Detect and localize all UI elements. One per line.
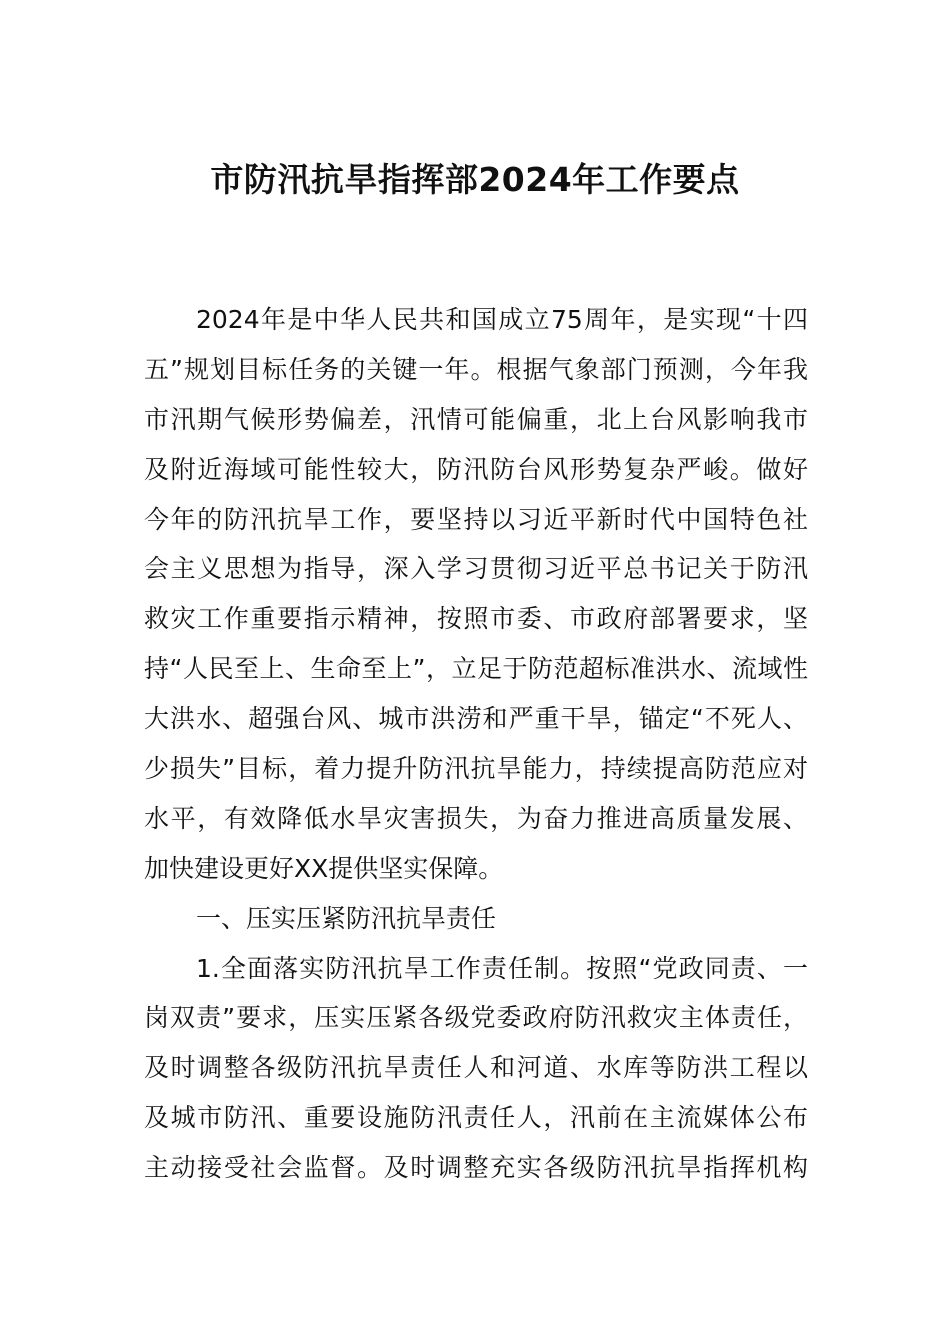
intro-line-11: 水平，有效降低水旱灾害损失，为奋力推进高质量发展、 bbox=[144, 803, 808, 833]
item1-line-3: 及时调整各级防汛抗旱责任人和河道、水库等防洪工程以 bbox=[144, 1053, 808, 1083]
document-body bbox=[144, 295, 808, 1193]
intro-line-2: 五”规划目标任务的关键一年。根据气象部门预测，今年我 bbox=[144, 354, 808, 384]
intro-line-5: 今年的防汛抗旱工作，要坚持以习近平新时代中国特色社 bbox=[144, 504, 808, 534]
intro-line-8: 持“人民至上、生命至上”，立足于防范超标准洪水、流域性 bbox=[144, 654, 808, 684]
intro-line-12: 加快建设更好XX提供坚实保障。 bbox=[144, 853, 504, 883]
intro-line-4: 及附近海域可能性较大，防汛防台风形势复杂严峻。做好 bbox=[144, 454, 808, 484]
document-title: 市防汛抗旱指挥部2024年工作要点 bbox=[210, 160, 740, 199]
intro-line-7: 救灾工作重要指示精神，按照市委、市政府部署要求，坚 bbox=[144, 604, 808, 634]
intro-line-3: 市汛期气候形势偏差，汛情可能偏重，北上台风影响我市 bbox=[144, 404, 808, 434]
item1-line-1: 1.全面落实防汛抗旱工作责任制。按照“党政同责、一 bbox=[196, 953, 808, 983]
intro-line-10: 少损失”目标，着力提升防汛抗旱能力，持续提高防范应对 bbox=[144, 754, 808, 784]
item1-line-4: 及城市防汛、重要设施防汛责任人，汛前在主流媒体公布 bbox=[144, 1103, 808, 1133]
intro-line-1: 2024年是中华人民共和国成立75周年，是实现“十四 bbox=[196, 305, 808, 334]
section-heading-1: 一、压实压紧防汛抗旱责任 bbox=[196, 903, 497, 933]
intro-line-9: 大洪水、超强台风、城市洪涝和严重干旱，锚定“不死人、 bbox=[144, 704, 808, 734]
intro-line-6: 会主义思想为指导，深入学习贯彻习近平总书记关于防汛 bbox=[144, 554, 808, 584]
item1-line-5: 主动接受社会监督。及时调整充实各级防汛抗旱指挥机构 bbox=[144, 1153, 808, 1183]
item1-line-2: 岗双责”要求，压实压紧各级党委政府防汛救灾主体责任， bbox=[144, 1003, 808, 1033]
